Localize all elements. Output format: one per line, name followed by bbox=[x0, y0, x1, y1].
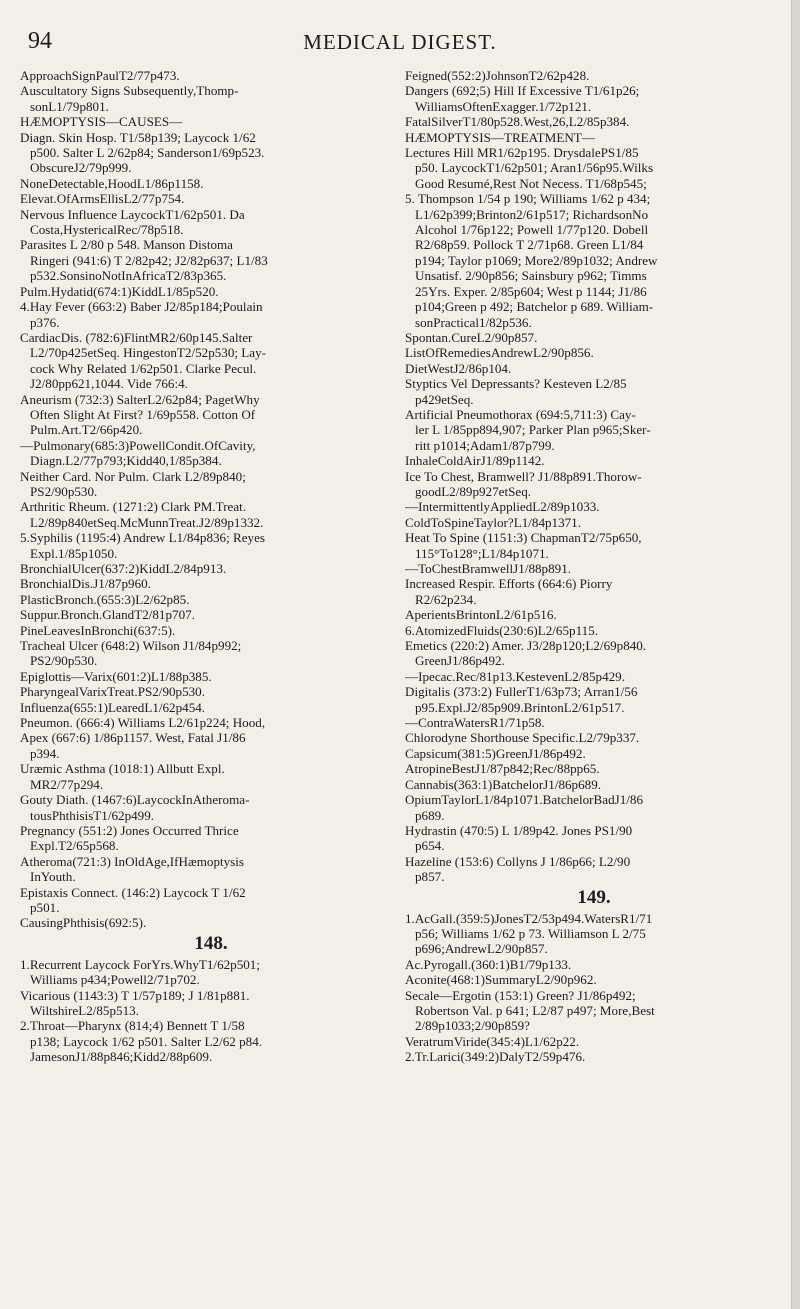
index-entry-line: —ToChestBramwellJ1/88p891. bbox=[405, 561, 572, 576]
index-entry-line: WiltshireL2/85p513. bbox=[30, 1002, 139, 1018]
index-entry-line: AperientsBrintonL2/61p516. bbox=[405, 607, 557, 623]
index-entry-line: DietWestJ2/86p104. bbox=[405, 360, 512, 376]
index-entry-line: Uræmic Asthma (1018:1) Allbutt Expl. bbox=[20, 761, 225, 777]
section-number: 148. bbox=[194, 932, 228, 954]
index-entry-line: ler L 1/85pp894,907; Parker Plan p965;Sker- bbox=[415, 422, 651, 438]
index-entry-line: L1/62p399;Brinton2/61p517; RichardsonNo bbox=[415, 206, 649, 222]
index-entry-line: Neither Card. Nor Pulm. Clark L2/89p840; bbox=[20, 468, 246, 484]
index-entry-line: 115°To128°;L1/84p1071. bbox=[415, 545, 549, 561]
index-entry-line: p857. bbox=[415, 869, 445, 885]
index-entry-line: CardiacDis. (782:6)FlintMR2/60p145.Salter bbox=[20, 329, 253, 345]
index-entry-line: Expl.T2/65p568. bbox=[30, 838, 119, 854]
index-entry-line: p50. LaycockT1/62p501; Aran1/56p95.Wilks bbox=[415, 160, 654, 176]
index-entry-line: J2/80pp621,1044. Vide 766:4. bbox=[30, 376, 188, 392]
index-entry-line: Atheroma(721:3) InOldAge,IfHæmoptysis bbox=[20, 853, 245, 869]
index-entry-line: Elevat.OfArmsEllisL2/77p754. bbox=[20, 191, 185, 207]
index-entry-line: Arthritic Rheum. (1271:2) Clark PM.Treat. bbox=[20, 499, 247, 515]
index-entry-line: NoneDetectable,HoodL1/86p1158. bbox=[20, 175, 204, 191]
page-edge bbox=[791, 0, 800, 1309]
index-entry-line: PS2/90p530. bbox=[30, 483, 98, 499]
index-entry-line: Epiglottis—Varix(601:2)L1/88p385. bbox=[20, 668, 212, 684]
index-entry-line: p501. bbox=[30, 899, 60, 915]
index-entry-line: L2/70p425etSeq. HingestonT2/52p530; Lay- bbox=[30, 345, 267, 361]
index-entry-line: BronchialUlcer(637:2)KiddL2/84p913. bbox=[20, 561, 227, 576]
index-entry-line: Ringeri (941:6) T 2/82p42; J2/82p637; L1/83 bbox=[30, 252, 268, 268]
index-entry-line: Apex (667:6) 1/86p1157. West, Fatal J1/86 bbox=[20, 730, 246, 746]
index-entry-line: ListOfRemediesAndrewL2/90p856. bbox=[405, 345, 594, 361]
index-entry-line: Alcohol 1/76p122; Powell 1/77p120. Dobell bbox=[415, 222, 649, 238]
index-entry-line: Robertson Val. p 641; L2/87 p497; More,Best bbox=[415, 1002, 655, 1018]
index-entry-line: ObscureJ2/79p999. bbox=[30, 160, 132, 176]
index-entry-line: 25Yrs. Exper. 2/85p604; West p 1144; J1/86 bbox=[415, 283, 647, 299]
index-entry-line: 2.Throat—Pharynx (814;4) Bennett T 1/58 bbox=[20, 1018, 245, 1034]
index-entry-line: Pneumon. (666:4) Williams L2/61p224; Hood, bbox=[20, 715, 266, 731]
index-entry-line: 4.Hay Fever (663:2) Baber J2/85p184;Poulain bbox=[20, 299, 263, 315]
index-entry-line: Chlorodyne Shorthouse Specific.L2/79p337. bbox=[405, 730, 640, 746]
index-entry-line: VeratrumViride(345:4)L1/62p22. bbox=[405, 1033, 580, 1049]
index-entry-line: HÆMOPTYSIS—TREATMENT— bbox=[405, 129, 595, 145]
index-entry-line: Emetics (220:2) Amer. J3/28p120;L2/69p840. bbox=[405, 638, 647, 654]
index-entry-line: Ice To Chest, Bramwell? J1/88p891.Thorow- bbox=[405, 468, 642, 484]
index-entry-line: Diagn.L2/77p793;Kidd40,1/85p384. bbox=[30, 453, 222, 469]
index-entry-line: 1.AcGall.(359:5)JonesT2/53p494.WatersR1/71 bbox=[405, 910, 653, 926]
index-entry-line: ApproachSignPaulT2/77p473. bbox=[20, 68, 180, 83]
index-entry-line: FatalSilverT1/80p528.West,26,L2/85p384. bbox=[405, 114, 630, 130]
index-entry-line: p376. bbox=[30, 314, 60, 330]
index-entry-line: Increased Respir. Efforts (664:6) Piorry bbox=[405, 576, 613, 592]
index-entry-line: BronchialDis.J1/87p960. bbox=[20, 576, 151, 592]
index-entry-line: Hydrastin (470:5) L 1/89p42. Jones PS1/90 bbox=[405, 822, 633, 838]
index-entry-line: p194; Taylor p1069; More2/89p1032; Andrew bbox=[415, 252, 658, 268]
index-entry-line: Often Slight At First? 1/69p558. Cotton Of bbox=[30, 406, 256, 422]
index-entry-line: Pulm.Hydatid(674:1)KiddL1/85p520. bbox=[20, 283, 219, 299]
index-entry-line: Good Resumé,Rest Not Necess. T1/68p545; bbox=[415, 175, 647, 191]
index-entry-line: PineLeavesInBronchi(637:5). bbox=[20, 622, 176, 638]
index-entry-line: Influenza(655:1)LearedL1/62p454. bbox=[20, 699, 206, 715]
index-entry-line: Lectures Hill MR1/62p195. DrysdalePS1/85 bbox=[405, 145, 639, 161]
index-entry-line: R2/68p59. Pollock T 2/71p68. Green L1/84 bbox=[415, 237, 644, 253]
right-column bbox=[405, 68, 783, 1065]
index-entry-line: 2.Tr.Larici(349:2)DalyT2/59p476. bbox=[405, 1049, 586, 1065]
index-entry-line: p138; Laycock 1/62 p501. Salter L2/62 p84. bbox=[30, 1033, 263, 1049]
index-entry-line: OpiumTaylorL1/84p1071.BatchelorBadJ1/86 bbox=[405, 792, 644, 808]
index-entry-line: p689. bbox=[415, 807, 445, 823]
index-entry-line: PlasticBronch.(655:3)L2/62p85. bbox=[20, 591, 190, 607]
index-entry-line: 5. Thompson 1/54 p 190; Williams 1/62 p 434; bbox=[405, 191, 651, 207]
index-entry-line: p104;Green p 492; Batchelor p 689. William- bbox=[415, 299, 654, 315]
index-entry-line: Diagn. Skin Hosp. T1/58p139; Laycock 1/62 bbox=[20, 129, 256, 145]
index-entry-line: p429etSeq. bbox=[415, 391, 474, 407]
index-entry-line: —IntermittentlyAppliedL2/89p1033. bbox=[405, 499, 600, 515]
index-entry-line: PS2/90p530. bbox=[30, 653, 98, 669]
page-number: 94 bbox=[28, 28, 52, 54]
index-entry-line: p696;AndrewL2/90p857. bbox=[415, 941, 548, 957]
index-entry-line: Vicarious (1143:3) T 1/57p189; J 1/81p881. bbox=[20, 987, 250, 1003]
left-column bbox=[20, 68, 402, 1065]
index-entry-line: p394. bbox=[30, 745, 60, 761]
index-entry-line: R2/62p234. bbox=[415, 591, 477, 607]
index-entry-line: Unsatisf. 2/90p856; Sainsbury p962; Timms bbox=[415, 268, 647, 284]
index-entry-line: cock Why Related 1/62p501. Clarke Pecul. bbox=[30, 360, 257, 376]
index-entry-line: Pregnancy (551:2) Jones Occurred Thrice bbox=[20, 822, 239, 838]
index-entry-line: AtropineBestJ1/87p842;Rec/88pp65. bbox=[405, 761, 600, 777]
index-entry-line: MR2/77p294. bbox=[30, 776, 104, 792]
index-entry-line: sonL1/79p801. bbox=[30, 98, 109, 114]
index-entry-line: InhaleColdAirJ1/89p1142. bbox=[405, 453, 545, 469]
index-entry-line: Hazeline (153:6) Collyns J 1/86p66; L2/90 bbox=[405, 853, 631, 869]
index-entry-line: Artificial Pneumothorax (694:5,711:3) Cay- bbox=[405, 406, 636, 422]
index-entry-line: Ac.Pyrogall.(360:1)B1/79p133. bbox=[405, 956, 572, 972]
index-entry-line: sonPractical1/82p536. bbox=[415, 314, 532, 330]
index-entry-line: HÆMOPTYSIS—CAUSES— bbox=[20, 114, 183, 130]
index-entry-line: —Pulmonary(685:3)PowellCondit.OfCavity, bbox=[20, 437, 256, 453]
running-title: MEDICAL DIGEST. bbox=[303, 30, 497, 54]
index-entry-line: GreenJ1/86p492. bbox=[415, 653, 505, 669]
index-entry-line: —ContraWatersR1/71p58. bbox=[405, 715, 545, 731]
index-entry-line: Parasites L 2/80 p 548. Manson Distoma bbox=[20, 237, 233, 253]
index-entry-line: ColdToSpineTaylor?L1/84p1371. bbox=[405, 514, 582, 530]
index-entry-line: Styptics Vel Depressants? Kesteven L2/85 bbox=[405, 376, 627, 392]
index-entry-line: Dangers (692;5) Hill If Excessive T1/61p26; bbox=[405, 83, 640, 99]
index-entry-line: PharyngealVarixTreat.PS2/90p530. bbox=[20, 684, 205, 700]
index-entry-line: goodL2/89p927etSeq. bbox=[415, 483, 532, 499]
index-entry-line: Feigned(552:2)JohnsonT2/62p428. bbox=[405, 68, 590, 83]
index-entry-line: p654. bbox=[415, 838, 445, 854]
index-entry-line: Pulm.Art.T2/66p420. bbox=[30, 422, 143, 438]
index-entry-line: Cannabis(363:1)BatchelorJ1/86p689. bbox=[405, 776, 602, 792]
index-entry-line: Gouty Diath. (1467:6)LaycockInAtheroma- bbox=[20, 792, 250, 808]
index-entry-line: Auscultatory Signs Subsequently,Thomp- bbox=[20, 83, 239, 99]
index-entry-line: InYouth. bbox=[30, 869, 76, 885]
section-number: 149. bbox=[577, 886, 611, 908]
index-entry-line: Costa,HystericalRec/78p518. bbox=[30, 222, 184, 238]
index-entry-line: p500. Salter L 2/62p84; Sanderson1/69p523. bbox=[30, 145, 265, 161]
index-entry-line: Expl.1/85p1050. bbox=[30, 545, 118, 561]
index-entry-line: Williams p434;Powell2/71p702. bbox=[30, 972, 200, 988]
index-entry-line: 6.AtomizedFluids(230:6)L2/65p115. bbox=[405, 622, 598, 638]
index-entry-line: Spontan.CureL2/90p857. bbox=[405, 329, 538, 345]
index-entry-line: 5.Syphilis (1195:4) Andrew L1/84p836; Reyes bbox=[20, 530, 266, 546]
index-entry-line: Aneurism (732:3) SalterL2/62p84; PagetWhy bbox=[20, 391, 260, 407]
index-entry-line: —Ipecac.Rec/81p13.KestevenL2/85p429. bbox=[405, 668, 625, 684]
index-entry-line: Aconite(468:1)SummaryL2/90p962. bbox=[405, 972, 597, 988]
index-entry-line: JamesonJ1/88p846;Kidd2/88p609. bbox=[30, 1049, 213, 1065]
index-entry-line: Epistaxis Connect. (146:2) Laycock T 1/62 bbox=[20, 884, 246, 900]
index-entry-line: tousPhthisisT1/62p499. bbox=[30, 807, 155, 823]
index-entry-line: p532.SonsinoNotInAfricaT2/83p365. bbox=[30, 268, 227, 284]
index-entry-line: p56; Williams 1/62 p 73. Williamson L 2/75 bbox=[415, 925, 646, 941]
index-entry-line: ritt p1014;Adam1/87p799. bbox=[415, 437, 555, 453]
index-entry-line: Capsicum(381:5)GreenJ1/86p492. bbox=[405, 745, 586, 761]
index-entry-line: Nervous Influence LaycockT1/62p501. Da bbox=[20, 206, 245, 222]
index-entry-line: Suppur.Bronch.GlandT2/81p707. bbox=[20, 607, 195, 623]
index-entry-line: Heat To Spine (1151:3) ChapmanT2/75p650, bbox=[405, 530, 642, 546]
index-entry-line: Secale—Ergotin (153:1) Green? J1/86p492; bbox=[405, 987, 636, 1003]
index-entry-line: CausingPhthisis(692:5). bbox=[20, 915, 147, 931]
index-entry-line: L2/89p840etSeq.McMunnTreat.J2/89p1332. bbox=[30, 514, 264, 530]
index-entry-line: WilliamsOftenExagger.1/72p121. bbox=[415, 98, 592, 114]
index-entry-line: Digitalis (373:2) FullerT1/63p73; Arran1/56 bbox=[405, 684, 638, 700]
index-entry-line: p95.Expl.J2/85p909.BrintonL2/61p517. bbox=[415, 699, 625, 715]
index-entry-line: Tracheal Ulcer (648:2) Wilson J1/84p992; bbox=[20, 638, 242, 654]
index-entry-line: 2/89p1033;2/90p859? bbox=[415, 1018, 530, 1034]
index-entry-line: 1.Recurrent Laycock ForYrs.WhyT1/62p501; bbox=[20, 956, 260, 972]
